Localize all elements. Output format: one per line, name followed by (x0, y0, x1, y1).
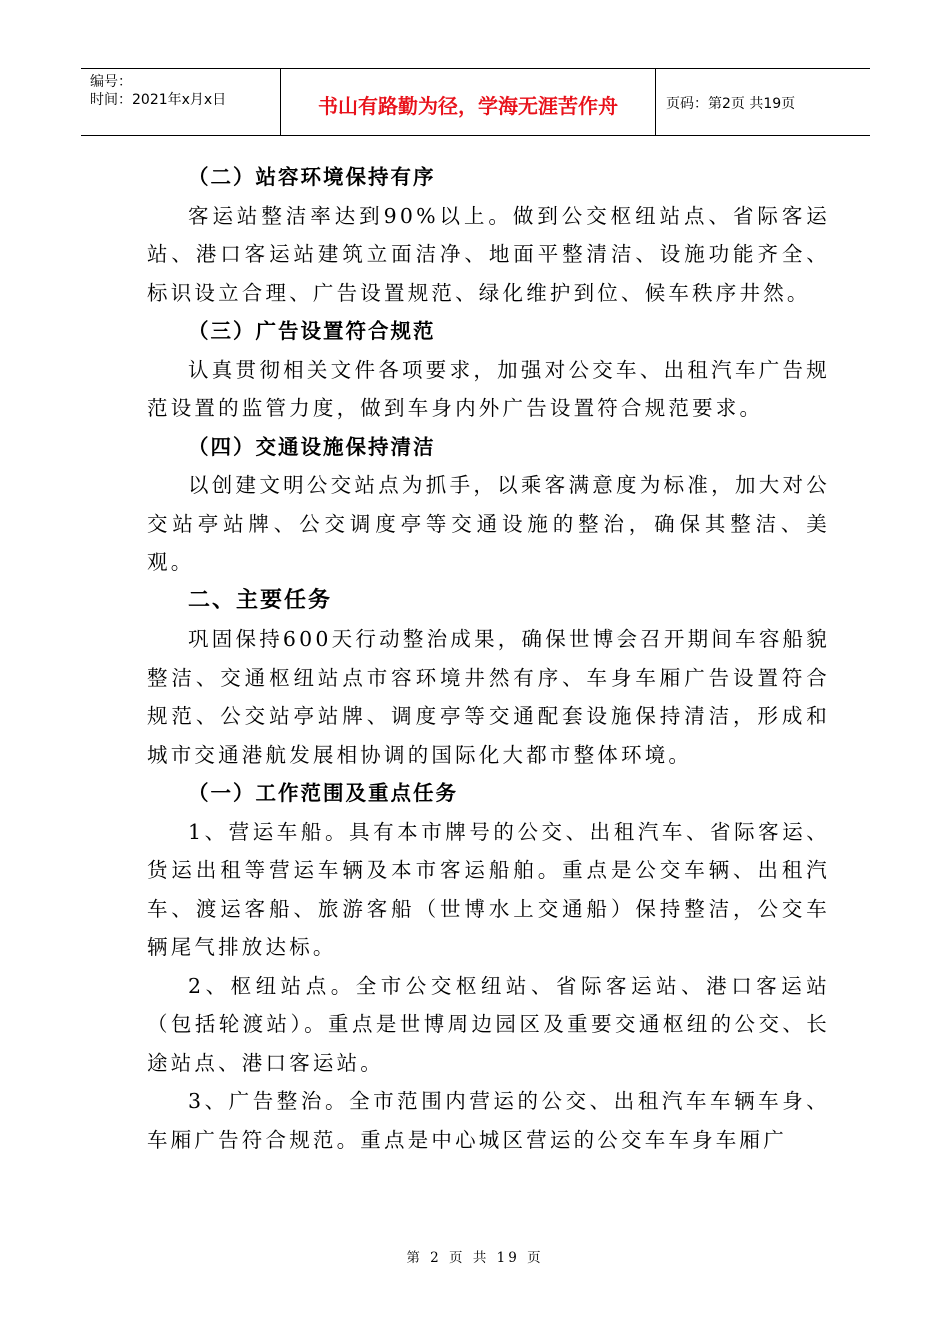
paragraph: 2、枢纽站点。全市公交枢纽站、省际客运站、港口客运站（包括轮渡站）。重点是世博周边园区及重要交通枢纽的公交、长途站点、港口客运站。 (147, 973, 830, 1075)
chapter-heading: 二、主要任务 (188, 587, 333, 613)
section-heading: （四）交通设施保持清洁 (188, 434, 436, 459)
paragraph: 认真贯彻相关文件各项要求，加强对公交车、出租汽车广告规范设置的监管力度，做到车身内外广告设置符合规范要求。 (147, 357, 830, 420)
header-meta (81, 69, 281, 135)
paragraph: 客运站整洁率达到90%以上。做到公交枢纽站点、省际客运站、港口客运站建筑立面洁净、地面平整清洁、设施功能齐全、标识设立合理、广告设置规范、绿化维护到位、候车秩序井然。 (147, 203, 830, 305)
page-header (81, 68, 870, 136)
header-page-info: 页码：第2页 共19页 (666, 96, 796, 112)
header-motto: 书山有路勤为径，学海无涯苦作舟 (318, 93, 618, 118)
section-heading: （三）广告设置符合规范 (188, 319, 436, 343)
document-date: 时间：2021年x月x日 (90, 92, 227, 108)
header-motto-cell (281, 69, 656, 135)
paragraph: 以创建文明公交站点为抓手，以乘客满意度为标准，加大对公交站亭站牌、公交调度亭等交通设施的整治，确保其整洁、美观。 (147, 473, 830, 574)
page-footer: 第 2 页 共 19 页 (406, 1250, 544, 1266)
paragraph: 1、营运车船。具有本市牌号的公交、出租汽车、省际客运、货运出租等营运车辆及本市客运船舶。重点是公交车辆、出租汽车、渡运客船、旅游客船（世博水上交通船）保持整洁，公交车辆尾气排放达标。 (147, 819, 830, 959)
section-heading: （二）站容环境保持有序 (188, 165, 436, 189)
document-number-label: 编号： (90, 74, 132, 90)
document-body (147, 158, 830, 1159)
paragraph: 3、广告整治。全市范围内营运的公交、出租汽车车辆车身、车厢广告符合规范。重点是中心城区营运的公交车车身车厢广 (147, 1089, 830, 1152)
section-heading: （一）工作范围及重点任务 (188, 781, 458, 805)
paragraph: 巩固保持600天行动整治成果，确保世博会召开期间车容船貌整洁、交通枢纽站点市容环境井然有序、车身车厢广告设置符合规范、公交站亭站牌、调度亭等交通配套设施保持清洁，形成和城市交通港航发展相协调的国际化大都市整体环境。 (147, 627, 830, 767)
